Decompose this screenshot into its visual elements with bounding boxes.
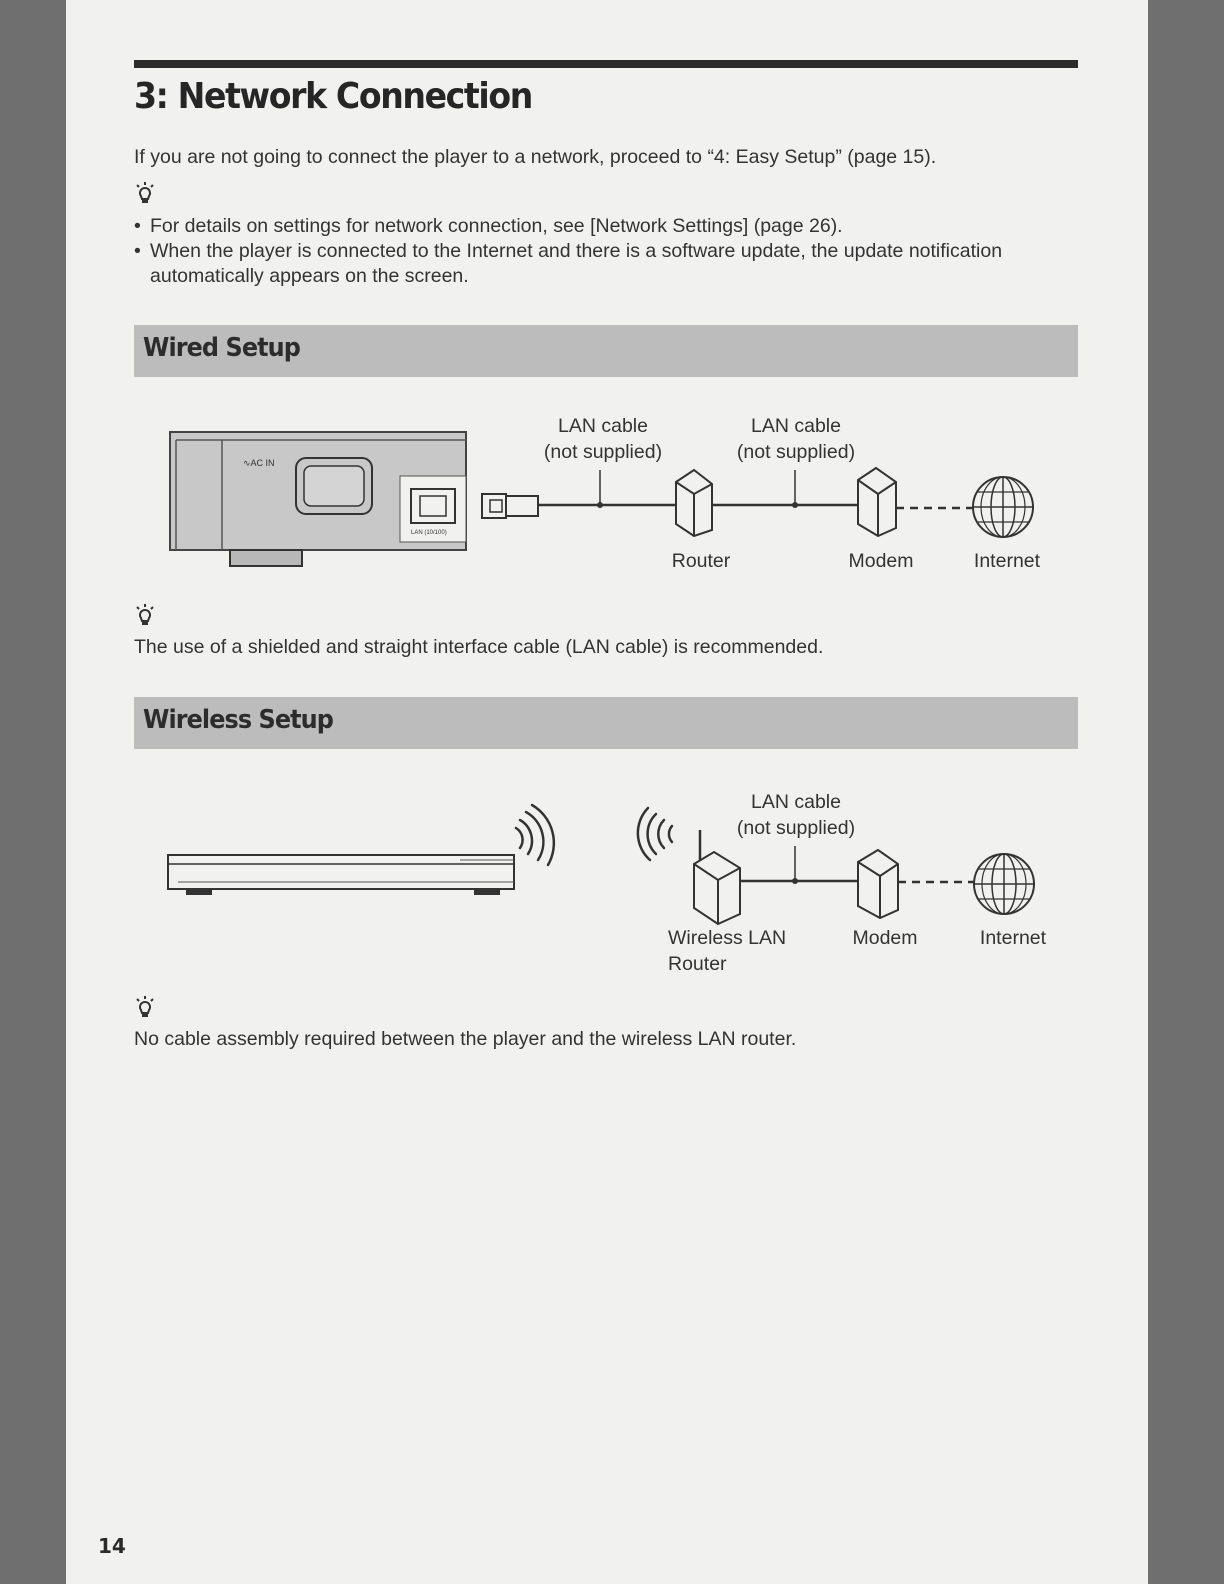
wireless-setup-heading: Wireless Setup xyxy=(134,697,1078,749)
lan-plug-icon xyxy=(482,494,538,518)
ac-in-label: ∿AC IN xyxy=(243,458,275,468)
page-number: 14 xyxy=(98,1534,126,1558)
wireless-signal-icon xyxy=(516,805,554,865)
wireless-lan-cable-label: LAN cable (not supplied) xyxy=(736,791,856,839)
wired-setup-heading: Wired Setup xyxy=(134,325,1078,377)
hint-bullet-1: • For details on settings for network connection, see [Network Settings] (page 26). xyxy=(134,215,843,237)
router-label: Router xyxy=(671,550,731,572)
wireless-tip-text: No cable assembly required between the player and the wireless LAN router. xyxy=(134,1028,797,1050)
player-rear-illustration xyxy=(170,432,466,566)
lan-port-label: LAN (10/100) xyxy=(411,530,447,536)
player-front-illustration xyxy=(168,855,514,895)
modem-label: Modem xyxy=(848,550,914,572)
hint-bullet-2: • When the player is connected to the Internet and there is a software update, the update notification automatically appears on the screen. xyxy=(134,240,1003,287)
internet-label: Internet xyxy=(973,550,1041,572)
page-title: 3: Network Connection xyxy=(134,76,532,117)
intro-text: If you are not going to connect the player to a network, proceed to “4: Easy Setup” (page 15). xyxy=(134,146,937,168)
globe-icon xyxy=(973,477,1033,537)
globe-icon-wireless xyxy=(974,854,1034,914)
lan-cable-label-2: LAN cable (not supplied) xyxy=(736,415,856,463)
router-icon xyxy=(676,470,712,536)
wireless-router-icon xyxy=(694,830,740,924)
lan-cable-label-1: LAN cable (not supplied) xyxy=(543,415,663,463)
wired-tip-text: The use of a shielded and straight interface cable (LAN cable) is recommended. xyxy=(134,636,824,658)
wireless-modem-label: Modem xyxy=(852,927,918,949)
modem-icon xyxy=(858,468,896,536)
hint-icon-wired xyxy=(134,604,156,630)
wireless-router-label: Wireless LAN Router xyxy=(668,927,787,975)
hint-icon-wireless xyxy=(134,996,156,1022)
modem-icon-wireless xyxy=(858,850,898,918)
wireless-internet-label: Internet xyxy=(979,927,1047,949)
wireless-signal-icon-router xyxy=(638,808,672,860)
